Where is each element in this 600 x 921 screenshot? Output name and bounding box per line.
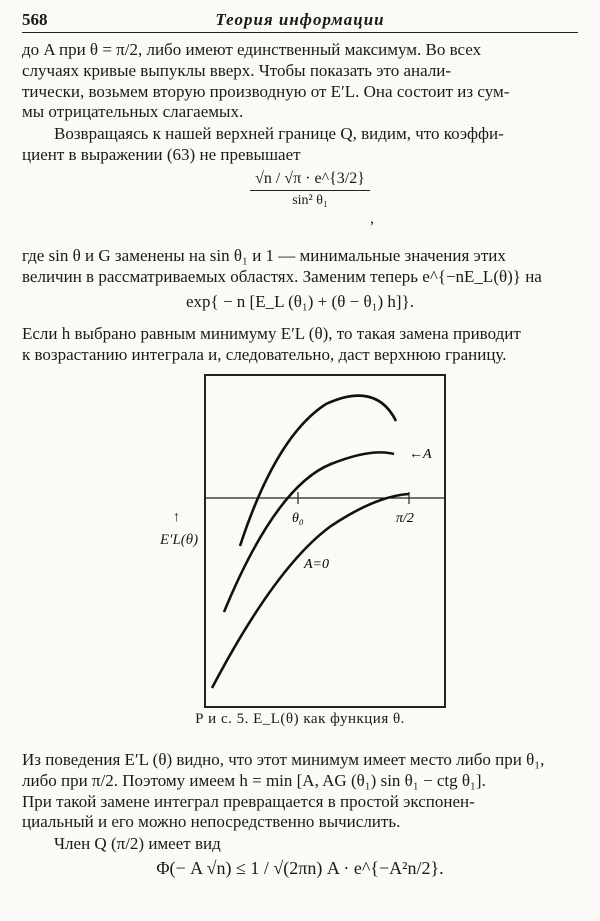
text-line: до A при θ = π/2, либо имеют единственный максимум. Во всех: [22, 40, 482, 59]
y-axis-arrow: ↑: [173, 510, 180, 525]
curve-A0: [212, 494, 409, 688]
text-line: величин в рассматриваемых областях. Заменим теперь e^{−nE_L(θ)} на: [22, 266, 542, 286]
text-line: мы отрицательных слагаемых.: [22, 102, 244, 122]
text-line: циент в выражении (63) не превышает: [22, 144, 301, 164]
page-number: 568: [22, 10, 48, 29]
final-equation: Φ(− A √n) ≤ 1 / √(2πn) A · e^{−A²n/2}.: [156, 858, 444, 878]
text-line: случаях кривые выпуклы вверх. Чтобы показать это анали-: [22, 60, 452, 80]
page-header: [22, 10, 578, 33]
formula-comma: ,: [370, 210, 374, 227]
text-line: где sin θ и G заменены на sin θ₁ и 1 — минимальные значения этих: [22, 246, 506, 265]
curve-A: [224, 452, 394, 612]
label-theta0: θ₀: [292, 511, 304, 526]
paragraph-1: [22, 40, 578, 123]
text-line: Из поведения E′L (θ) видно, что этот минимум имеет место либо при θ₁,: [22, 750, 545, 769]
label-pi2: π/2: [396, 511, 414, 526]
coefficient-formula: [250, 170, 374, 227]
figure-caption: Р и с. 5. E_L(θ) как функция θ.: [195, 711, 405, 727]
text-line: к возрастанию интеграла и, следовательно, даст верхнюю границу.: [22, 344, 507, 364]
text-line: Если h выбрано равным минимуму E′L (θ), то такая замена приводит: [22, 324, 521, 343]
text-line: циальный и его можно непосредственно вычислить.: [22, 812, 401, 832]
exp-equation: exp{ − n [E_L (θ₁) + (θ − θ₁) h]}.: [185, 292, 414, 311]
text-line: тически, возьмем вторую производную от E′L. Она состоит из сум-: [22, 81, 510, 101]
text-line: Член Q (π/2) имеет вид: [54, 834, 221, 853]
paragraph-3: [22, 246, 578, 288]
label-A0: A=0: [304, 557, 329, 572]
paragraph-6: [22, 834, 578, 855]
text-line: При такой замене интеграл превращается в простой экспонен-: [22, 791, 475, 811]
figure-plot: [206, 376, 444, 706]
figure-frame: [204, 374, 446, 708]
paragraph-2: [22, 124, 578, 166]
label-A: ←A: [409, 447, 432, 462]
y-axis-label: E′L(θ): [160, 532, 199, 548]
running-title: Теория информации: [215, 10, 385, 29]
text-line: Возвращаясь к нашей верхней границе Q, видим, что коэффи-: [54, 124, 504, 143]
text-line: либо при π/2. Поэтому имеем h = min [A, AG (θ₁) sin θ₁ − ctg θ₁].: [22, 770, 486, 790]
formula-denominator: sin² θ₁: [292, 193, 328, 208]
paragraph-5: [22, 750, 578, 833]
paragraph-4: [22, 324, 578, 366]
formula-numerator: √n / √π · e^{3/2}: [250, 170, 370, 191]
